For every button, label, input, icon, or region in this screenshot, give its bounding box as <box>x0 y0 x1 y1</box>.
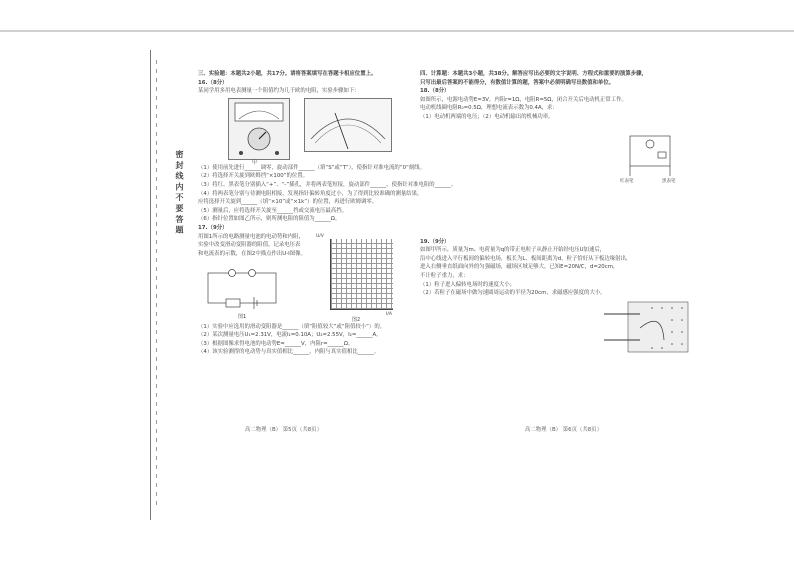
scan-edge <box>0 30 794 32</box>
question-19-figure-area <box>420 298 690 358</box>
q17-answer-1: （1）实验中应选用的滑动变阻器是______（填“阻值较大”或“阻值较小”）的。 <box>198 323 386 330</box>
q19-line-5: （1）粒子进入偏转电场时的速度大小； <box>420 281 516 288</box>
red-probe-label: 红表笔 <box>620 178 634 184</box>
question-17-stem <box>198 233 306 259</box>
binding-dash-line <box>156 60 157 510</box>
q18-line-1: 如图所示，电源电动势E=3V，内阻r=1Ω，电阻R=5Ω，闭合开关后电动机正常工作。 <box>420 96 627 103</box>
q19-line-3: 进入右侧垂直纸面向外的匀强磁场，磁场区域足够大，已知E=20N/C，d=20cm， <box>420 264 619 271</box>
q18-line-2: 电动机线圈电阻R₀=0.5Ω，理想电流表示数为0.4A，求： <box>420 105 558 112</box>
q19-line-1: 如图甲所示，质量为m、电荷量为q的带正电粒子从静止开始经电压U加速后， <box>420 247 606 254</box>
q19-line-4: 不计粒子重力，求： <box>420 272 469 279</box>
x-axis-label: I/A <box>386 311 392 317</box>
question-16-figures <box>198 98 396 164</box>
q16-line-3: （3）将红、黑表笔分别插入“+”、“-”插孔，并将两表笔短接，旋动部件______，使指针对准电阻的______。 <box>198 181 457 188</box>
right-page <box>420 70 690 358</box>
binding-text: 密 封 线 内 不 要 答 题 <box>175 150 184 234</box>
meter-circuit-drawing <box>620 132 680 178</box>
q17-answer-2: （2）某次测量电压U₁=2.31V，电流I₁=0.10A；U₂=2.55V，I₂=______A。 <box>198 332 382 339</box>
right-page-footer: 高二物理（B） 第6页（共8页） <box>525 427 602 433</box>
right-section-title-2: 只写出最后答案的不能得分，有数值计算的题，答案中必须明确写出数值和单位。 <box>420 79 615 86</box>
q19-line-6: （2）若粒子在磁场中做匀速圆周运动的半径为20cm，求磁感应强度的大小。 <box>420 290 606 297</box>
q18-line-3: （1）电动机两端的电压；（2）电动机输出的机械功率。 <box>420 113 554 120</box>
field-drawing <box>600 300 690 354</box>
dial-scale-figure <box>304 98 392 152</box>
question-18-figure-area <box>420 122 690 238</box>
field-figure <box>600 300 690 354</box>
q17-stem-1: 用图1所示的电路测量电池的电动势和内阻， <box>198 233 304 240</box>
right-section-title: 四、计算题：本题共3小题，共38分。解答应写出必要的文字说明、方程式和重要的演算步骤， <box>420 71 647 77</box>
binding-line <box>150 50 151 520</box>
question-17-number: 17.（9分） <box>198 224 228 231</box>
black-probe-label: 黑表笔 <box>662 178 676 184</box>
figure-2-label: 图2 <box>352 316 361 323</box>
left-page-footer: 高二物理（B） 第5页（共8页） <box>245 427 322 433</box>
q16-line-5: 应将选择开关旋到______（填“×10”或“×1k”）的位置，再进行欧姆调零。 <box>198 199 378 206</box>
multimeter-drawing <box>229 99 289 159</box>
figure-label-jia: 甲 <box>252 159 258 166</box>
section-title: 三、实验题：本题共2小题，共17分。请将答案填写在答题卡相应位置上。 <box>198 71 377 77</box>
q16-line-2: （2）将选择开关旋到欧姆挡“×100”的位置。 <box>198 173 309 180</box>
q16-line-1: （1）使用前先进行______调零，旋动部件______（填“S”或“T”），使指针对准电流的“0”刻线。 <box>198 164 425 171</box>
q17-answer-4: （4）该实验测得的电动势与真实值相比______，内阻与真实值相比______。 <box>198 349 380 356</box>
circuit-drawing <box>202 267 282 311</box>
question-18-number: 18.（8分） <box>420 88 450 95</box>
meter-circuit-figure <box>620 132 680 178</box>
q16-line-4: （4）将两表笔分别与待测电阻相接，发现指针偏转角度过小，为了得到比较准确的测量结果， <box>198 190 423 197</box>
question-17-block <box>198 233 396 323</box>
question-16-stem: 某同学用多用电表测量一个阻值约为几千欧的电阻，实验步骤如下： <box>198 88 360 95</box>
ui-graph <box>316 233 396 323</box>
q17-stem-3: 和电流表的示数，在图2中描点作出U-I图像。 <box>198 250 306 257</box>
question-16-number: 16.（8分） <box>198 79 228 86</box>
q16-line-7: （6）指针位置如图乙所示，则所测电阻的阻值为______Ω。 <box>198 216 341 223</box>
q19-line-2: 沿中心线进入平行板间的偏转电场，板长为L，板间距离为d，粒子恰好从下板边缘射出， <box>420 255 632 262</box>
binding-margin <box>150 80 184 480</box>
graph-grid <box>330 239 393 310</box>
y-axis-label: U/V <box>316 233 324 239</box>
circuit-figure <box>202 267 282 311</box>
q17-answer-3: （3）根据图像求得电池的电动势E=______V，内阻r=______Ω。 <box>198 340 354 347</box>
q16-line-6: （5）测量后，应将选择开关旋至______挡或交流电压最高挡。 <box>198 207 347 214</box>
q17-stem-2: 实验中改变滑动变阻器的阻值，记录电压表 <box>198 242 301 249</box>
multimeter-figure <box>228 98 290 160</box>
figure-1-label: 图1 <box>238 313 247 320</box>
dial-scale-drawing <box>305 99 391 151</box>
question-19-number: 19.（9分） <box>420 238 450 245</box>
